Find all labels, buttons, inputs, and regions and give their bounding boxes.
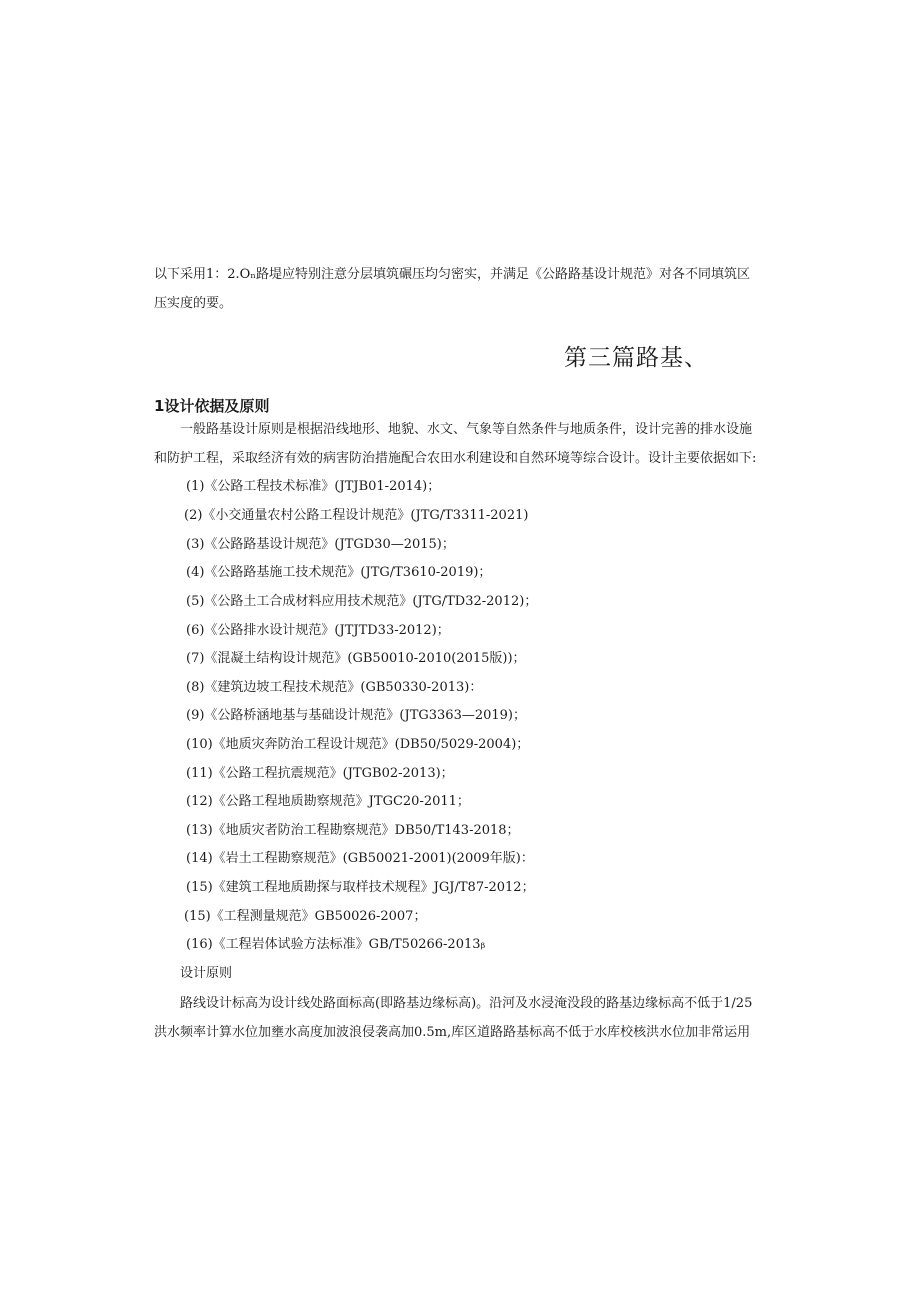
reference-item: (16)《工程岩体试验方法标准》GB/T50266-2013ᵦ [186, 937, 486, 952]
section-paragraph-line-1: 一般路基设计原则是根据沿线地形、地貌、水文、气象等自然条件与地质条件，设计完善的排水设施 [180, 422, 753, 437]
design-principle-line-1: 路线设计标高为设计线处路面标高(即路基边缘标高)。沿河及水浸淹没段的路基边缘标高不低于1/25 [180, 996, 753, 1011]
reference-item: (15)《建筑工程地质勘探与取样技术规程》JGJ/T87-2012； [186, 880, 535, 895]
reference-item: (5)《公路土工合成材料应用技术规范》(JTG/TD32-2012)； [186, 594, 538, 609]
reference-item: (8)《建筑边坡工程技术规范》(GB50330-2013)： [186, 680, 483, 695]
reference-item: (6)《公路排水设计规范》(JTJTD33-2012)； [186, 623, 450, 638]
design-principle-subhead: 设计原则 [180, 966, 233, 981]
reference-item: (4)《公路路基施工技术规范》(JTG/T3610-2019)； [186, 565, 492, 580]
intro-line-2: 压实度的要。 [154, 296, 233, 311]
intro-line-1: 以下采用1：2.Oₙ路堤应特别注意分层填筑碾压均匀密实，并满足《公路路基设计规范》对各不同填筑区 [154, 267, 750, 282]
section-heading: 1设计依据及原则 [154, 397, 270, 416]
reference-item: (2)《小交通量农村公路工程设计规范》(JTG/T3311-2021) [184, 508, 529, 523]
chapter-title: 第三篇路基、 [564, 345, 708, 372]
design-principle-line-2: 洪水频率计算水位加壅水高度加波浪侵袭高加0.5m,库区道路路基标高不低于水库校核洪水位加非常运用 [154, 1025, 751, 1040]
reference-item: (14)《岩土工程勘察规范》(GB50021-2001)(2009年版)： [186, 851, 534, 866]
reference-item: (7)《混凝土结构设计规范》(GB50010-2010(2015版))； [186, 651, 526, 666]
reference-item: (10)《地质灾奔防治工程设计规范》(DB50/5029-2004)； [186, 737, 530, 752]
reference-item: (13)《地质灾者防治工程勘察规范》DB50/T143-2018； [186, 823, 520, 838]
section-paragraph-line-2: 和防护工程，采取经济有效的病害防治措施配合农田水利建设和自然环境等综合设计。设计主要依据如下: [154, 451, 757, 466]
reference-item: (11)《公路工程抗震规范》(JTGB02-2013)； [186, 766, 454, 781]
reference-item: (3)《公路路基设计规范》(JTGD30—2015)； [186, 537, 455, 552]
reference-item: (15)《工程测量规范》GB50026-2007； [184, 909, 427, 924]
reference-item: (12)《公路工程地质勘察规范》JTGC20-2011； [186, 794, 470, 809]
reference-item: (1)《公路工程技术标准》(JTJB01-2014)； [186, 479, 441, 494]
reference-item: (9)《公路桥涵地基与基础设计规范》(JTG3363—2019)； [186, 708, 526, 723]
